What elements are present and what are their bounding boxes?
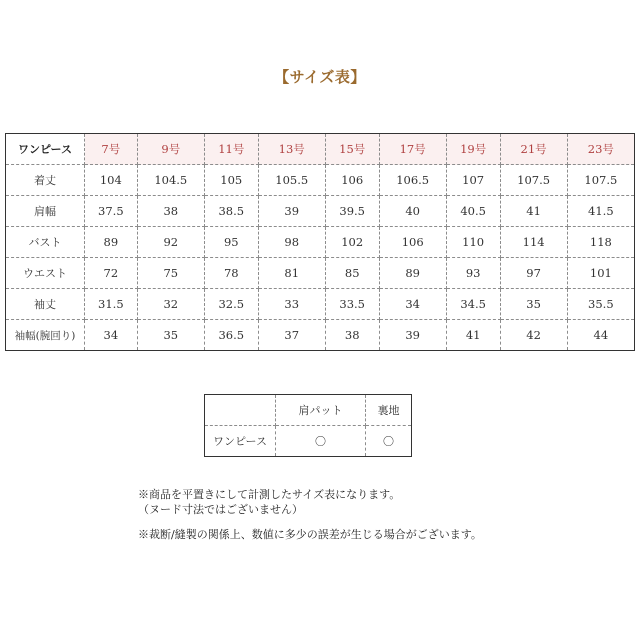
table-row	[6, 320, 635, 351]
table-cell: 38	[137, 196, 204, 227]
size-header-cell: 9号	[137, 134, 204, 165]
feature-cell: 〇	[276, 426, 366, 457]
table-cell: 40.5	[446, 196, 500, 227]
table-cell: 44	[567, 320, 634, 351]
size-table-corner: ワンピース	[6, 134, 85, 165]
table-cell: 41	[500, 196, 567, 227]
table-cell: 32.5	[204, 289, 258, 320]
table-cell: 107.5	[500, 165, 567, 196]
table-cell: 106	[325, 165, 379, 196]
table-cell: 106	[379, 227, 446, 258]
size-header-row	[6, 134, 635, 165]
table-row	[6, 196, 635, 227]
table-cell: 85	[325, 258, 379, 289]
table-cell: 107.5	[567, 165, 634, 196]
size-header-cell: 21号	[500, 134, 567, 165]
table-cell: 92	[137, 227, 204, 258]
row-label: ワンピース	[205, 426, 276, 457]
table-cell: 40	[379, 196, 446, 227]
note-line: ※商品を平置きにして計測したサイズ表になります。	[138, 488, 401, 501]
feature-header-row	[205, 395, 412, 426]
table-cell: 89	[379, 258, 446, 289]
row-label: バスト	[6, 227, 85, 258]
table-cell: 37.5	[85, 196, 138, 227]
table-cell: 98	[258, 227, 325, 258]
table-cell: 89	[85, 227, 138, 258]
table-cell: 102	[325, 227, 379, 258]
size-table	[5, 133, 635, 351]
table-cell: 118	[567, 227, 634, 258]
table-cell: 38.5	[204, 196, 258, 227]
size-header-cell: 11号	[204, 134, 258, 165]
size-header-cell: 23号	[567, 134, 634, 165]
table-cell: 105.5	[258, 165, 325, 196]
table-cell: 78	[204, 258, 258, 289]
table-cell: 101	[567, 258, 634, 289]
table-cell: 35.5	[567, 289, 634, 320]
table-cell: 34	[85, 320, 138, 351]
feature-header-cell: 肩パット	[276, 395, 366, 426]
feature-header-cell: 裏地	[366, 395, 412, 426]
feature-table-corner	[205, 395, 276, 426]
table-cell: 33.5	[325, 289, 379, 320]
table-cell: 37	[258, 320, 325, 351]
feature-table	[204, 394, 412, 457]
size-header-cell: 7号	[85, 134, 138, 165]
row-label: 袖幅(腕回り)	[6, 320, 85, 351]
table-cell: 41	[446, 320, 500, 351]
notes	[138, 487, 482, 542]
table-cell: 104	[85, 165, 138, 196]
table-cell: 72	[85, 258, 138, 289]
row-label: ウエスト	[6, 258, 85, 289]
table-cell: 32	[137, 289, 204, 320]
table-cell: 34	[379, 289, 446, 320]
row-label: 肩幅	[6, 196, 85, 227]
table-cell: 106.5	[379, 165, 446, 196]
table-cell: 39.5	[325, 196, 379, 227]
table-cell: 39	[379, 320, 446, 351]
table-row	[6, 289, 635, 320]
table-cell: 35	[500, 289, 567, 320]
feature-cell: 〇	[366, 426, 412, 457]
table-cell: 34.5	[446, 289, 500, 320]
table-cell: 39	[258, 196, 325, 227]
table-cell: 42	[500, 320, 567, 351]
table-row	[6, 165, 635, 196]
table-row	[6, 227, 635, 258]
size-header-cell: 19号	[446, 134, 500, 165]
table-cell: 33	[258, 289, 325, 320]
table-cell: 81	[258, 258, 325, 289]
size-header-cell: 13号	[258, 134, 325, 165]
table-cell: 110	[446, 227, 500, 258]
table-cell: 93	[446, 258, 500, 289]
note-line: （ヌード寸法ではございません）	[138, 503, 303, 516]
table-row	[205, 426, 412, 457]
table-cell: 104.5	[137, 165, 204, 196]
page-title: 【サイズ表】	[274, 68, 366, 86]
size-header-cell: 17号	[379, 134, 446, 165]
table-cell: 31.5	[85, 289, 138, 320]
table-cell: 35	[137, 320, 204, 351]
size-header-cell: 15号	[325, 134, 379, 165]
table-row	[6, 258, 635, 289]
row-label: 着丈	[6, 165, 85, 196]
table-cell: 114	[500, 227, 567, 258]
table-cell: 38	[325, 320, 379, 351]
table-cell: 95	[204, 227, 258, 258]
row-label: 袖丈	[6, 289, 85, 320]
table-cell: 105	[204, 165, 258, 196]
table-cell: 97	[500, 258, 567, 289]
table-cell: 75	[137, 258, 204, 289]
table-cell: 36.5	[204, 320, 258, 351]
table-cell: 107	[446, 165, 500, 196]
note-line: ※裁断/縫製の関係上、数値に多少の誤差が生じる場合がございます。	[138, 528, 482, 541]
table-cell: 41.5	[567, 196, 634, 227]
